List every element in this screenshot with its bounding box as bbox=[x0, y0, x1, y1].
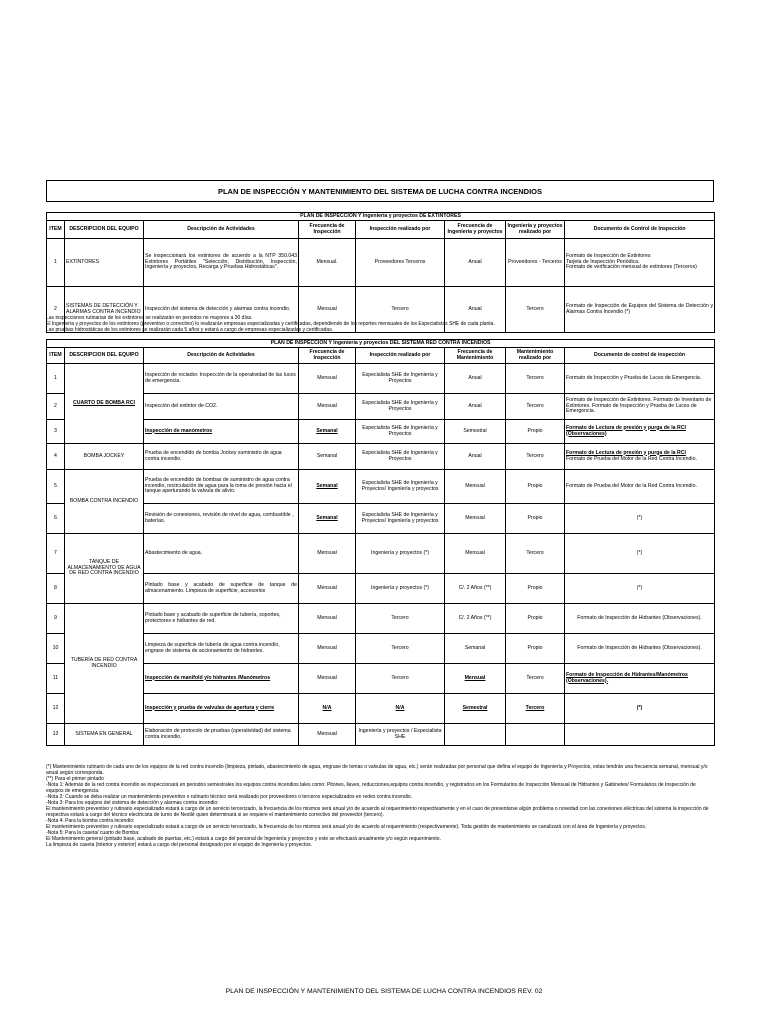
frequency: C/. 2 Años (**) bbox=[445, 604, 506, 634]
performed-by: Tercero bbox=[356, 664, 445, 694]
control-document: Formato de Prueba del Motor de la Red Contra Incendio. bbox=[565, 470, 715, 504]
col-header: Descripción de Actividades bbox=[144, 348, 299, 364]
performed-by: N/A bbox=[356, 694, 445, 724]
equipment-name: TANQUE DE ALMACENAMIENTO DE AGUA DE RED CONTRA INCENDIO bbox=[65, 534, 144, 604]
activity-text: Limpieza de superficie de tubería de agua contra incendio, engrase de sistema de accionamiento de hidrantes. bbox=[144, 634, 299, 664]
equipment-name: EXTINTORES bbox=[65, 239, 144, 287]
frequency: Mensual bbox=[445, 664, 506, 694]
performed-by: Especialista SHE de Ingeniería y Proyectos/ Ingeniería y proyectos bbox=[356, 470, 445, 504]
control-document: Formato de Inspección de Hidrantes/Manómetros (Observaciones). bbox=[565, 664, 715, 694]
note-line: -Nota 2: Cuando se deba realizar un mantenimiento preventivo o rutinario técnico será realizado por proveedores o terceros especializados en redes contra incendio. bbox=[46, 794, 413, 800]
table-row bbox=[47, 694, 715, 724]
note-line: El Ingeniería y proyectos de los extintores (preventivo o correctivo) lo realizarán empresas especializadas y certificadas, dependiendo de los reportes mensuales de los Especialistas SHE de cada planta. bbox=[46, 321, 495, 327]
item-number: 4 bbox=[47, 444, 65, 470]
col-header: ITEM bbox=[47, 221, 65, 239]
performed-by: Tercero bbox=[506, 534, 565, 574]
note-line: El mantenimiento preventivo y rutinario especializado estará a cargo de un servicio tercerizado, la frecuencia de los mismos será anual y/o de acuerdo al requerimiento respectivamente y en el caso de presentarse algún problema o novedad con las conexiones eléctricas del sistema la inspección de respectiva estará a cargo del técnico electricista de turno de Nestlé quien determinará si se requiere el mantenimiento correctivo del proveedor (tercero). bbox=[46, 806, 709, 818]
item-number: 2 bbox=[47, 287, 65, 333]
frequency: Mensual bbox=[299, 534, 356, 574]
item-number: 1 bbox=[47, 364, 65, 394]
frequency: Mensual bbox=[299, 364, 356, 394]
performed-by: Especialista SHE de Ingeniería y Proyectos bbox=[356, 364, 445, 394]
performed-by: Propio bbox=[506, 470, 565, 504]
frequency: Semanal bbox=[445, 634, 506, 664]
item-number: 10 bbox=[47, 634, 65, 664]
equipment-name: SISTEMA EN GENERAL bbox=[65, 724, 144, 746]
col-header: Documento de control de inspección bbox=[565, 348, 715, 364]
frequency: Semanal bbox=[299, 504, 356, 534]
frequency: Mensual bbox=[445, 470, 506, 504]
col-header: Frecuencia de Inspección bbox=[299, 348, 356, 364]
doc-line: Tarjeta de Inspección Periódica. bbox=[566, 258, 640, 265]
table-row bbox=[47, 724, 715, 746]
doc-line: Formato de Prueba del Motor de la Red Contra Incendio. bbox=[566, 455, 697, 462]
performed-by: Tercero bbox=[356, 604, 445, 634]
equipment-name: TUBERÍA DE RED CONTRA INCENDIO bbox=[65, 604, 144, 724]
frequency: Mensual bbox=[299, 394, 356, 420]
table-row bbox=[47, 420, 715, 444]
performed-by: Tercero bbox=[506, 444, 565, 470]
col-header: Frecuencia de Ingeniería y proyectos bbox=[445, 221, 506, 239]
note-line: El mantenimiento preventivo y rutinario especializado estará a cargo de un servicio tercerizado, la frecuencia de los mismos será anual y/o de acuerdo al requerimiento (respectivamente). Toda gestión de mantenimiento se canalizará con el área de Ingeniería y proyectos. bbox=[46, 824, 647, 830]
page-title: PLAN DE INSPECCIÓN Y MANTENIMIENTO DEL SISTEMA DE LUCHA CONTRA INCENDIOS bbox=[46, 180, 714, 202]
activity-text: Inspección del extintor de CO2. bbox=[144, 394, 299, 420]
equipment-name: BOMBA CONTRA INCENDIO bbox=[65, 470, 144, 534]
section-header: PLAN DE INSPECCIÓN Y Ingeniería y proyectos DE EXTINTORES bbox=[47, 213, 715, 221]
activity-text: Se inspeccionará los extintores de acuerdo a la NTP 350.043 Extintores Portátiles "Selección, Distribución, Inspección, Ingeniería y proyectos, Recarga y Pruebas Hidrostáticas". bbox=[144, 239, 299, 287]
activity-text: Pintado base y acabado de superficie de tubería, soportes, protectores e hidrantes de red. bbox=[144, 604, 299, 634]
item-number: 2 bbox=[47, 394, 65, 420]
control-document: (*) bbox=[565, 504, 715, 534]
col-header: Frecuencia de Inspección bbox=[299, 221, 356, 239]
control-document: Formato de Inspección de Equipos del Sistema de Detección y Alarmas Contra Incendio (*) bbox=[565, 287, 715, 333]
table-row bbox=[47, 604, 715, 634]
table-row bbox=[47, 534, 715, 574]
item-number: 8 bbox=[47, 574, 65, 604]
item-number: 7 bbox=[47, 534, 65, 574]
activity-text: Elaboración de protocolo de pruebas (operatividad) del sistema contra incendio. bbox=[144, 724, 299, 746]
performed-by: Tercero bbox=[506, 694, 565, 724]
activity-text: Prueba de encendido de bombas de suministro de agua contra incendio, recirculación de agua para la toma de presión hacia el tanque aperturando la valvula de alivio. bbox=[144, 470, 299, 504]
col-header: Inspección realizado por bbox=[356, 221, 445, 239]
performed-by: Tercero bbox=[506, 364, 565, 394]
doc-line: Formato de Lectura de presión y purga de la RCI bbox=[566, 449, 686, 456]
control-document bbox=[565, 724, 715, 746]
frequency: Mensual bbox=[299, 574, 356, 604]
note-line: -Nota 4: Para la bomba contra incendio: bbox=[46, 818, 135, 824]
frequency: Mensual bbox=[445, 534, 506, 574]
control-document: Formato de Inspección de Hidrantes (Observaciones). bbox=[565, 634, 715, 664]
performed-by: Tercero bbox=[506, 664, 565, 694]
frequency: Anual bbox=[445, 287, 506, 333]
frequency: C/. 2 Años (**) bbox=[445, 574, 506, 604]
note-line: (*) Mantenimiento rutinario de cada uno de los equipos de la red contra incendio (limpieza, pintado, abastecimiento de agua, engrase de tomas o valvulas de agua, etc.) serán realizadas por personal que defina el equipo de Ingeniería y Proyectos, estas tendrán una frecuencia semanal, mensual y/o anual según corresponda. bbox=[46, 764, 708, 776]
control-document: Formato de Inspección de Extintores. Formato de Inventario de Extintores. Formato de Inspección y Prueba de Luces de Emergencia. bbox=[565, 394, 715, 420]
col-header: Ingeniería y proyectos realizado por bbox=[506, 221, 565, 239]
frequency: Mensual bbox=[299, 664, 356, 694]
col-header: Frecuencia de Mantenimiento bbox=[445, 348, 506, 364]
table-row bbox=[47, 470, 715, 504]
performed-by: Tercero bbox=[506, 394, 565, 420]
frequency: Anual bbox=[445, 239, 506, 287]
item-number: 6 bbox=[47, 504, 65, 534]
equipment-name: CUARTO DE BOMBA RCI bbox=[65, 364, 144, 444]
control-document: Formato de Inspección y Prueba de Luces de Emergencia. bbox=[565, 364, 715, 394]
performed-by: Especialista SHE de Ingeniería y Proyectos bbox=[356, 394, 445, 420]
frequency bbox=[445, 724, 506, 746]
table-row bbox=[47, 634, 715, 664]
activity-text: Inspección de manifold y/o hidrantes /Manómetros bbox=[144, 664, 299, 694]
item-number: 9 bbox=[47, 604, 65, 634]
red-contra-incendio-table bbox=[46, 339, 715, 746]
performed-by: Propio bbox=[506, 504, 565, 534]
item-number: 12 bbox=[47, 694, 65, 724]
table-row bbox=[47, 364, 715, 394]
frequency: Semestral bbox=[445, 694, 506, 724]
activity-text: Inspección de rociador. Inspección de la operatividad de las luces de emergencia. bbox=[144, 364, 299, 394]
col-header: Descripción de Actividades bbox=[144, 221, 299, 239]
note-line: -Nota 3: Para los equipos del sistema de detección y alarmas contra incendio: bbox=[46, 800, 219, 806]
activity-text: Inspección del sistema de detección y alarmas contra incendio. bbox=[144, 287, 299, 333]
frequency: Semanal bbox=[299, 444, 356, 470]
frequency: Semanal bbox=[299, 470, 356, 504]
frequency: Anual bbox=[445, 444, 506, 470]
col-header: ITEM bbox=[47, 348, 65, 364]
performed-by: Propio bbox=[506, 634, 565, 664]
control-document: Formato de Lectura de presión y purga de la RCI (Observaciones) bbox=[565, 420, 715, 444]
table-row bbox=[47, 239, 715, 287]
equipment-name: SISTEMAS DE DETECCIÓN Y ALARMAS CONTRA INCENDIO bbox=[65, 287, 144, 333]
activity-text: Pintado base y acabado de superficie de tanque de almacenamiento. Limpieza de superficie, accesorios bbox=[144, 574, 299, 604]
performed-by: Tercero bbox=[506, 287, 565, 333]
item-number: 5 bbox=[47, 470, 65, 504]
performed-by: Proveedores Terceros bbox=[356, 239, 445, 287]
col-header: DESCRIPCION DEL EQUIPO bbox=[65, 221, 144, 239]
col-header: Mantenimiento realizado por bbox=[506, 348, 565, 364]
note-line: Las pruebas hidrostáticas de los extintores se realizarán cada 5 años y estará a cargo de empresas especializadas y certificadas. bbox=[46, 327, 334, 333]
note-line: Las inspecciones rutinarias de los extintores se realizarán en periodos no mayores a 30 días. bbox=[46, 315, 253, 321]
activity-text: Inspección de manómetros bbox=[144, 420, 299, 444]
page-footer: PLAN DE INSPECCIÓN Y MANTENIMIENTO DEL SISTEMA DE LUCHA CONTRA INCENDIOS REV. 02 bbox=[225, 988, 543, 995]
col-header: Documento de Control de Inspección bbox=[565, 221, 715, 239]
note-line: -Nota 5: Para la caseta/ cuarto de Bomba: bbox=[46, 830, 140, 836]
performed-by: Propio bbox=[506, 574, 565, 604]
performed-by: Ingeniería y proyectos (*) bbox=[356, 534, 445, 574]
performed-by: Tercero bbox=[356, 634, 445, 664]
control-document: Formato de Inspección de Hidrantes (Observaciones). bbox=[565, 604, 715, 634]
frequency: Mensual bbox=[299, 724, 356, 746]
control-document bbox=[565, 239, 715, 287]
item-number: 13 bbox=[47, 724, 65, 746]
control-document: (*) bbox=[565, 694, 715, 724]
control-document: (*) bbox=[565, 574, 715, 604]
doc-line: Formato de Inspección de Extintores bbox=[566, 252, 651, 259]
col-header: Inspección realizado por bbox=[356, 348, 445, 364]
performed-by: Propio bbox=[506, 420, 565, 444]
performed-by: Proveedores - Terceros bbox=[506, 239, 565, 287]
frequency: Mensual bbox=[445, 504, 506, 534]
section-header: PLAN DE INSPECCIÓN Y Ingeniería y proyectos DEL SISTEMA RED CONTRA INCENDIOS bbox=[47, 340, 715, 348]
table-row bbox=[47, 504, 715, 534]
activity-text: Inspección y prueba de valvulas de apertura y cierre bbox=[144, 694, 299, 724]
note-line: (**) Para el primer pintado bbox=[46, 776, 104, 782]
frequency: Anual bbox=[445, 394, 506, 420]
frequency: Semestral bbox=[445, 420, 506, 444]
frequency: Mensual bbox=[299, 287, 356, 333]
frequency: Mensual bbox=[299, 604, 356, 634]
table-row bbox=[47, 394, 715, 420]
frequency: Anual bbox=[445, 364, 506, 394]
mid-notes bbox=[46, 315, 714, 333]
note-line: La limpieza de caseta (interior y exterior) estará a cargo del personal designado por el equipo de Ingeniería y proyectos. bbox=[46, 842, 312, 848]
table-row bbox=[47, 574, 715, 604]
note-line: -Nota 1: Además de la red contra incendio se inspeccionará en periodos semestrales los equipos contra incendios tales como: Pitones, llaves, reducciones,equipos contra incendio, y registrarlos en los Formularios de Inspección Mensual de Hidrantes y Gabinetes/ Formularios de Inspección de equipos de emergencia. bbox=[46, 782, 696, 794]
performed-by: Especialista SHE de Ingeniería y Proyectos bbox=[356, 420, 445, 444]
performed-by: Especialista SHE de Ingeniería y Proyectos/ Ingeniería y proyectos bbox=[356, 504, 445, 534]
bottom-notes bbox=[46, 764, 714, 848]
activity-text: Abastecimiento de agua. bbox=[144, 534, 299, 574]
equipment-name: BOMBA JOCKEY bbox=[65, 444, 144, 470]
frequency: N/A bbox=[299, 694, 356, 724]
frequency: Mensual bbox=[299, 634, 356, 664]
item-number: 1 bbox=[47, 239, 65, 287]
table-row bbox=[47, 664, 715, 694]
doc-line: Formato de verificación mensual de extintores (Terceros) bbox=[566, 264, 697, 271]
item-number: 3 bbox=[47, 420, 65, 444]
performed-by: Ingeniería y proyectos (*) bbox=[356, 574, 445, 604]
performed-by: Ingeniería y proyectos / Especialista SHE bbox=[356, 724, 445, 746]
activity-text: Prueba de encendido de bomba Jockey suministro de agua contra incendio. bbox=[144, 444, 299, 470]
col-header: DESCRIPCION DEL EQUIPO bbox=[65, 348, 144, 364]
table-row bbox=[47, 444, 715, 470]
performed-by bbox=[506, 724, 565, 746]
performed-by: Especialista SHE de Ingeniería y Proyectos bbox=[356, 444, 445, 470]
activity-text: Revisión de conexiones, revisión de nivel de agua, combustible , baterías. bbox=[144, 504, 299, 534]
note-line: El Mantenimiento general (pintado base, acabado de puertas, etc.) estará a cargo del personal de Ingeniería y proyectos y este se efectuará anualmente y/o según requerimiento. bbox=[46, 836, 441, 842]
frequency: Semanal bbox=[299, 420, 356, 444]
control-document bbox=[565, 444, 715, 470]
item-number: 11 bbox=[47, 664, 65, 694]
performed-by: Propio bbox=[506, 604, 565, 634]
performed-by: Tercero bbox=[356, 287, 445, 333]
control-document: (*) bbox=[565, 534, 715, 574]
frequency: Mensual. bbox=[299, 239, 356, 287]
